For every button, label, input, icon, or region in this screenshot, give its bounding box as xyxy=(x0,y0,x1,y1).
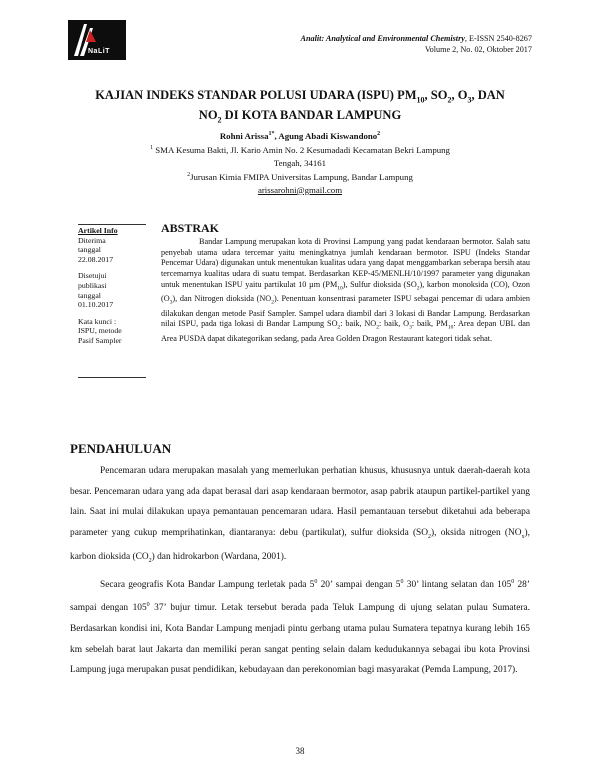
article-info-box xyxy=(78,224,146,378)
body-paragraph-1: Pencemaran udara merupakan masalah yang memerlukan perhatian khusus, khususnya untuk daerah-daerah kota besar. Pencemaran udara yang ada dapat berasal dari asap kendaraan bermotor, asap pabrik ataupun partikel-partikel yang lain. Saat ini mulai dilakukan upaya pemantauan pencemaran udara. Hasil pemantauan tersebut diketahui ada beberapa parameter yang cukup memprihatinkan, diantaranya: debu (partikulat), sulfur dioksida $(SO_2)$, oksida nitrogen $(NO_x)$, karbon dioksida $(CO_2)$ dan hidrokarbon (Wardana, 2001). xyxy=(70,466,530,565)
journal-header xyxy=(301,33,532,55)
journal-title-line xyxy=(301,33,532,44)
published-date: 01.10.2017 xyxy=(78,300,114,310)
body-text xyxy=(70,461,530,681)
keywords-line-2: Pasif Sampler xyxy=(78,335,122,345)
author-block xyxy=(60,128,540,196)
body-paragraph-2: Secara geografis Kota Bandar Lampung terletak pada $5^0$ 20’ sampai dengan $5^0$ 30’ lintang selatan dan $105^0$ 28’ sampai dengan $105^0$ 37’ bujur timur. Letak tersebut berada pada Teluk Lampung di ujung selatan pulau Sumatera. Berdasarkan kondisi ini, Kota Bandar Lampung menjadi pintu gerbang utama pulau Sumatera tepatnya kurang lebih 165 km sebelah barat laut Jakarta dan memiliki peran sangat penting selain dalam kedudukannya sebagai ibu kota Provinsi Lampung juga merupakan pusat pendidikan, kebudayaan dan perekonomian bagi masyarakat (Pemda Lampung, 2017). xyxy=(70,578,530,676)
keywords-line-1: ISPU, metode xyxy=(78,326,122,336)
logo-text: NaLiT xyxy=(88,48,110,55)
published-label-1: Disetujui xyxy=(78,271,107,281)
abstract-paragraph: Bandar Lampung merupakan kota di Provinsi Lampung yang padat kendaraan bermotor. Salah satu penyebab utama udara tercemar yaitu meningkatnya jumlah kendaraan bermotor. ISPU (Indeks Standar Pencemar Udara) digunakan untuk menentukan kualitas udara yang dapat menggambarkan seberapa bersih atau tercemarnya kualitas udara di suatu tempat. Berdasarkan KEP-45/MENLH/10/1997 parameter yang digunakan untuk menentukan ISPU yaitu partikulat 10 µm $(PM_{10})$, Sulfur dioksida $(SO_2)$, karbon monoksida (CO), Ozon $(O_3)$, dan Nitrogen dioksida $(NO_2)$. Penentuan konsentrasi parameter ISPU sebagai pencemar di udara ambien dilakukan dengan metode Pasif Sampler. Sampel udara diambil dari 3 lokasi di Bandar Lampung. Berdasarkan nilai ISPU, pada tiga lokasi di Bandar Lampung $SO_2$: baik, $NO_2$: baik, $O_3$: baik, $PM_{10}$: Area depan UBL dan Area PUSDA dapat dikategorikan sedang, pada Area Golden Dragon Restaurant kategori tidak sehat. xyxy=(161,237,530,343)
abstract-heading: ABSTRAK xyxy=(161,221,220,235)
author-names: Rohni Arissa$^{1*}$, Agung Abadi Kiswandono$^2$ xyxy=(219,130,381,141)
received-date: 22.08.2017 xyxy=(78,254,114,264)
published-label-3: tanggal xyxy=(78,290,101,300)
journal-logo xyxy=(68,20,126,60)
page-number: 38 xyxy=(295,746,305,756)
keywords-label: Kata kunci : xyxy=(78,316,117,326)
journal-name: Analit: Analytical and Environmental Chemistry xyxy=(300,34,465,43)
received-label-2: tanggal xyxy=(78,245,101,255)
author-email-row xyxy=(60,184,540,197)
title-line-1: KAJIAN INDEKS STANDAR POLUSI UDARA (ISPU) $PM_{10}$, $SO_2$, $O_3$, DAN xyxy=(95,88,505,105)
journal-volume: Volume 2, No. 02, Oktober 2017 xyxy=(424,45,532,54)
published-label-2: publikasi xyxy=(78,280,107,290)
title-line-2: $NO_2$ DI KOTA BANDAR LAMPUNG xyxy=(198,107,402,124)
abstract-text xyxy=(161,237,530,344)
author-email-link[interactable]: arissarohni@gmail.com xyxy=(257,184,343,195)
affiliation-2: $^2$Jurusan Kimia FMIPA Universitas Lampung, Bandar Lampung xyxy=(187,172,413,183)
received-label-1: Diterima xyxy=(78,235,106,245)
paper-title xyxy=(60,88,540,127)
affiliation-1: $^1$ SMA Kesuma Bakti, Jl. Kario Amin No. 2 Kesumadadi Kecamatan Bekri Lampung xyxy=(150,145,450,156)
article-info-heading: Artikel Info xyxy=(78,226,118,235)
journal-issn: , E-ISSN 2540-8267 xyxy=(464,34,532,43)
section-heading: PENDAHULUAN xyxy=(70,441,172,456)
affiliation-1-cont: Tengah, 34161 xyxy=(273,157,327,168)
